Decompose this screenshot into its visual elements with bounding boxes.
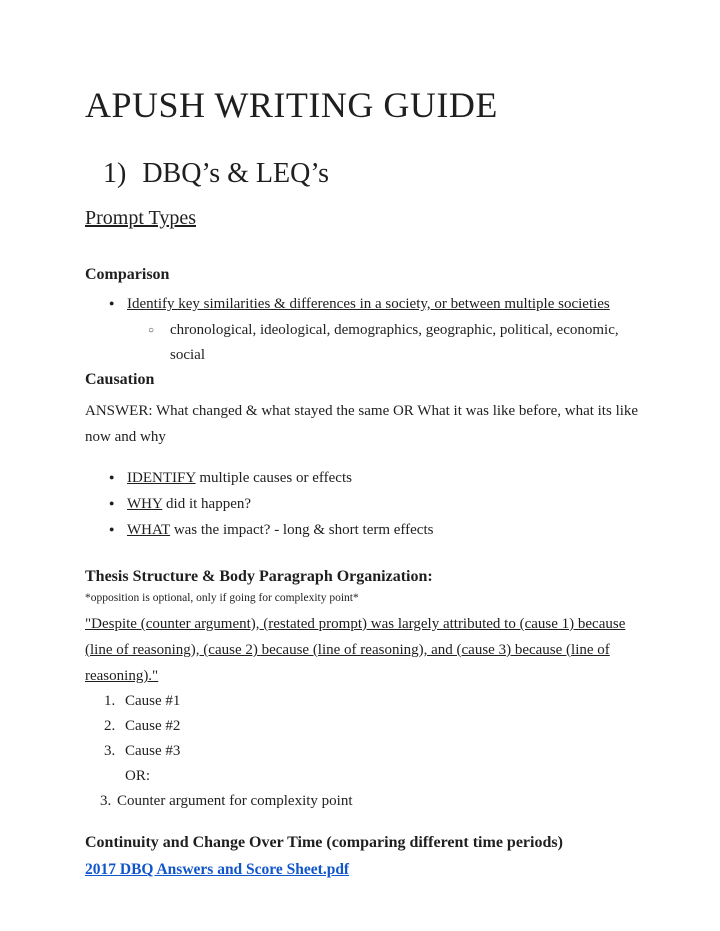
comparison-sub-bullet-item (85, 318, 653, 368)
causation-answer: ANSWER: What changed & what stayed the same OR What it was like before, what its like now and why (85, 402, 639, 445)
bullet-rest: did it happen? (162, 495, 252, 512)
causation-bullet-text (127, 492, 251, 517)
causation-bullet-item (85, 518, 653, 544)
score-sheet-link[interactable]: 2017 DBQ Answers and Score Sheet.pdf (85, 861, 350, 879)
ccot-heading: Continuity and Change Over Time (comparing different time periods) (85, 833, 563, 851)
step-number: 3. (104, 742, 116, 759)
step-text: Counter argument for complexity point (117, 792, 353, 809)
comparison-heading: Comparison (85, 265, 170, 283)
circle-bullet-icon (148, 318, 170, 344)
bullet-rest: multiple causes or effects (195, 469, 352, 486)
thesis-steps-list (85, 689, 653, 814)
step-number: 3. (100, 792, 112, 809)
step-number: 1. (104, 692, 116, 709)
thesis-heading: Thesis Structure & Body Paragraph Organization: (85, 567, 433, 585)
causation-bullet-text (127, 518, 433, 543)
comparison-sub-bullet-text: chronological, ideological, demographics, geographic, political, economic, social (170, 322, 619, 364)
bullet-icon (109, 518, 127, 544)
step-item-or (85, 764, 653, 789)
bullet-keyword: IDENTIFY (127, 469, 196, 486)
thesis-note: *opposition is optional, only if going for complexity point* (85, 591, 359, 604)
document-title: APUSH WRITING GUIDE (85, 85, 498, 125)
step-text: Cause #3 (125, 742, 181, 759)
comparison-bullet-item (85, 292, 653, 318)
document-content (85, 84, 653, 880)
thesis-template: "Despite (counter argument), (restated prompt) was largely attributed to (cause 1) because (line of reasoning), (cause 2) because (line of reasoning), and (cause 3) because (line of reasoning)." (85, 615, 626, 684)
step-item (85, 739, 653, 764)
causation-bullet-item (85, 466, 653, 492)
bullet-keyword: WHAT (127, 521, 171, 538)
step-text: Cause #2 (125, 717, 181, 734)
causation-bullet-item (85, 492, 653, 518)
section-number: 1) (103, 158, 127, 190)
prompt-types-heading: Prompt Types (85, 206, 197, 229)
step-number: 2. (104, 717, 116, 734)
link-line (85, 861, 653, 880)
step-item (85, 789, 653, 814)
step-item (85, 689, 653, 714)
comparison-bullet-text: Identify key similarities & differences in a society, or between multiple societies (127, 296, 610, 313)
bullet-keyword: WHY (127, 495, 163, 512)
bullet-icon (109, 492, 127, 518)
bullet-rest: was the impact? - long & short term effects (170, 521, 434, 538)
causation-bullet-text (127, 466, 352, 491)
bullet-icon (109, 466, 127, 492)
step-item (85, 714, 653, 739)
section-title: DBQ’s & LEQ’s (142, 158, 330, 190)
step-text: Cause #1 (125, 692, 181, 709)
causation-heading: Causation (85, 371, 155, 389)
step-text: OR: (125, 767, 151, 784)
causation-bullet-list (85, 466, 653, 544)
section-heading (103, 157, 653, 191)
bullet-icon (109, 292, 127, 318)
